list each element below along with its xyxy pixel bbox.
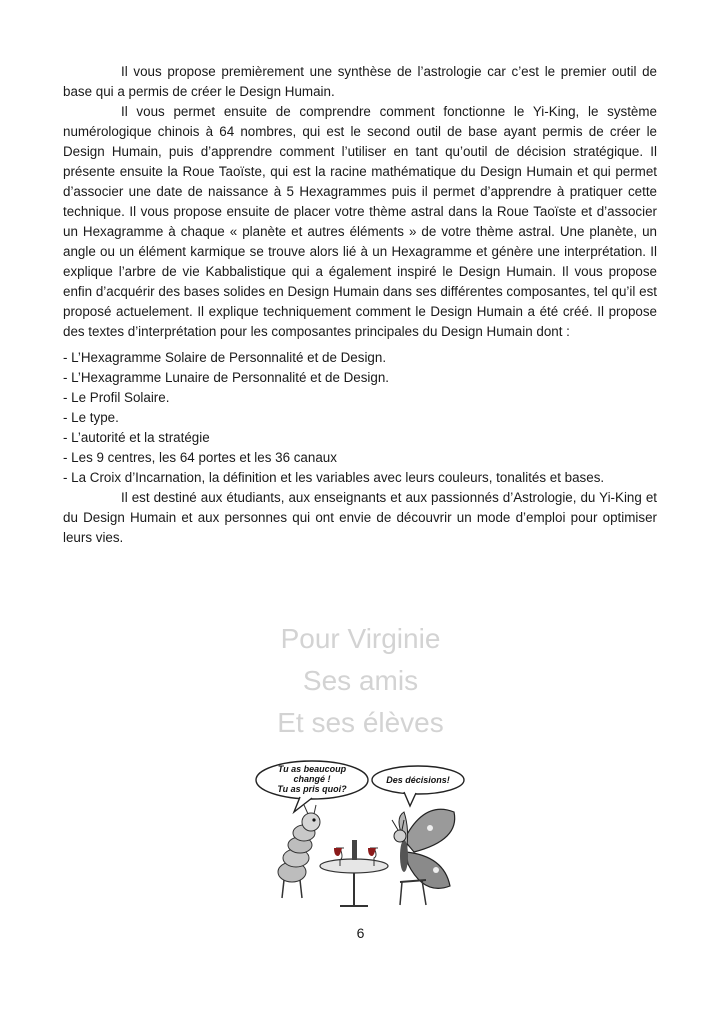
page-number: 6 bbox=[356, 925, 365, 941]
list-item: - L’autorité et la stratégie bbox=[63, 430, 210, 445]
component-list bbox=[63, 348, 657, 488]
bubble-left-line: Tu as beaucoup bbox=[277, 764, 347, 774]
list-item: - L’Hexagramme Solaire de Personnalité et de Design. bbox=[63, 350, 387, 365]
body-text bbox=[63, 62, 657, 548]
dedication-line: Ses amis bbox=[302, 665, 419, 696]
list-item: - L’Hexagramme Lunaire de Personnalité et de Design. bbox=[63, 370, 390, 385]
paragraph: Il vous propose premièrement une synthèse de l’astrologie car c’est le premier outil de base qui a permis de créer le Design Humain. bbox=[63, 64, 657, 99]
list-item: - La Croix d’Incarnation, la définition et les variables avec leurs couleurs, tonalités et bases. bbox=[63, 470, 605, 485]
chair-right bbox=[400, 880, 426, 905]
caterpillar-icon bbox=[278, 805, 320, 898]
butterfly-icon bbox=[392, 809, 455, 888]
dedication-line: Et ses élèves bbox=[277, 707, 444, 738]
speech-bubble-left bbox=[256, 761, 368, 812]
list-item: - Les 9 centres, les 64 portes et les 36 canaux bbox=[63, 450, 337, 465]
bubble-right-text: Des décisions! bbox=[386, 775, 450, 785]
paragraph: Il vous permet ensuite de comprendre comment fonctionne le Yi-King, le système numérologique chinois à 64 nombres, qui est le second outil de base ayant permis de créer le Design Humain, puis d’apprendre comment l’utiliser en tant qu’outil de décision stratégique. Il présente ensuite la Roue Taoïste, qui est la racine mathématique du Design Humain et qui permet d’associer une date de naissance à 5 Hexagrammes puis il permet d’apprendre à pratiquer cette technique. Il vous propose ensuite de placer votre thème astral dans la Roue Taoïste et d’associer un Hexagramme à chaque « planète et autres éléments » de votre thème astral. Une planète, un angle ou un élément karmique se trouve alors lié à un Hexagramme et génère une interprétation. Il explique l’arbre de vie Kabbalistique qui a également inspiré le Design Humain. Il vous propose enfin d’acquérir des bases solides en Design Humain dans ses différentes composantes, tel qu’il est proposé actuelement. Il explique techniquement comment le Design Humain a été créé. Il propose des textes d’interprétation pour les composantes principales du Design Humain dont : bbox=[63, 104, 657, 339]
cafe-table bbox=[320, 840, 388, 906]
dedication-line: Pour Virginie bbox=[280, 623, 441, 654]
list-item: - Le Profil Solaire. bbox=[63, 390, 170, 405]
dedication bbox=[0, 618, 721, 744]
bubble-left-line: changé ! bbox=[293, 774, 331, 784]
bubble-left-line: Tu as pris quoi? bbox=[277, 784, 347, 794]
speech-bubble-right bbox=[372, 766, 464, 806]
closing-paragraph: Il est destiné aux étudiants, aux enseignants et aux passionnés d’Astrologie, du Yi-King et du Design Humain et aux personnes qui ont envie de découvrir un mode d’emploi pour optimiser leurs vies. bbox=[63, 490, 657, 545]
list-item: - Le type. bbox=[63, 410, 119, 425]
cartoon-illustration bbox=[254, 760, 468, 912]
